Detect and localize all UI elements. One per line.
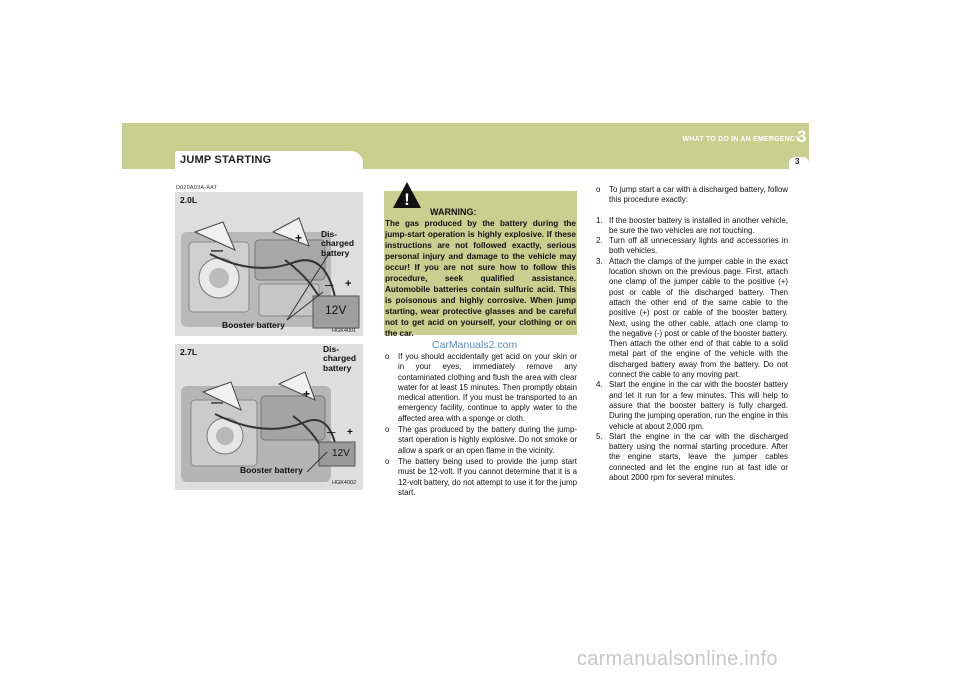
bullet-marker: o (385, 456, 390, 466)
warning-triangle-icon (392, 181, 422, 209)
list-item (596, 236, 788, 257)
booster-battery-label: Booster battery (222, 320, 285, 330)
battery-plus-symbol: + (345, 278, 352, 290)
middle-bullet-list (385, 352, 577, 498)
step-text: Attach the clamps of the jumper cable in the exact location shown on the previous page. First, attach one clamp of the jumper cable to the positive (+) post or cable of the discharged battery. Then attach the other end of the same cable to the positive (+) post or cable of the booster battery. Next, using the other cable, attach one clamp to the negative (-) post or cable of the booster battery. Then attach the other end of that cable to a solid metal part of the engine of the vehicle with the discharged battery away from the battery. Do not connect the cable to any moving part. (609, 256, 788, 380)
battery-minus-symbol: — (327, 427, 336, 437)
battery-voltage-label: 12V (332, 448, 350, 459)
list-item (385, 457, 577, 498)
section-code: D020A03A-AAT (176, 185, 218, 191)
step-text: Start the engine in the car with the booster battery and let it run for a few minutes. This will help to assure that the booster battery is fully charged. During the jumping operation, run the engine in this vehicle at about 2,000 rpm. (609, 380, 788, 431)
list-item (385, 425, 577, 456)
page-number: 3 (795, 157, 800, 166)
bullet-marker: o (596, 185, 601, 194)
step-text: If the booster battery is installed in another vehicle, be sure the two vehicles are not touching. (609, 215, 788, 235)
battery-voltage-label: 12V (325, 303, 347, 317)
clamp-minus-symbol: — (211, 395, 223, 409)
battery-minus-symbol: — (325, 280, 334, 290)
intro-text: To jump start a car with a discharged battery, follow this procedure exactly: (609, 185, 788, 205)
warning-symbol: ! (404, 190, 410, 209)
step-text: Start the engine in the car with the discharged battery using the normal starting procedure. After the engine starts, leave the jumper cables connected and let the engine run at fast idle or about 2000 rpm for several minutes. (609, 431, 788, 483)
discharged-battery-label: Dis- charged battery (323, 344, 357, 373)
engine-size-label: 2.7L (180, 347, 198, 357)
engine-photo-2-7l (175, 344, 363, 490)
list-item (596, 185, 788, 206)
clamp-plus-symbol: + (303, 387, 311, 401)
step-text: Turn off all unnecessary lights and accessories in both vehicles. (609, 236, 788, 256)
list-item (596, 216, 788, 237)
figure-code: HGK4002 (332, 480, 357, 486)
bullet-text: If you should accidentally get acid on your skin or in your eyes, immediately remove any contaminated clothing and flush the area with clear water for at least 15 minutes. Then promptly obtain medical attention. If you must be transported to an emergency facility, continue to apply water to the affected area with a sponge or cloth. (398, 352, 577, 423)
bullet-text: The battery being used to provide the jump start must be 12-volt. If you cannot determine that it is a 12-volt battery, do not attempt to use it for the jump start. (398, 456, 577, 497)
list-item (596, 432, 788, 483)
chapter-number: 3 (797, 127, 807, 146)
bullet-marker: o (385, 425, 390, 435)
engine-size-label: 2.0L (180, 195, 198, 205)
discharged-battery-label: Dis- charged battery (321, 229, 355, 258)
step-number: 3. (596, 256, 603, 266)
bullet-text: The gas produced by the battery during the jump-start operation is highly explosive. Do not smoke or allow a spark or an open flame in the vicinity. (398, 425, 577, 455)
clamp-minus-symbol: — (211, 243, 223, 257)
engine-photo-2-0l (175, 192, 363, 336)
step-number: 5. (596, 431, 603, 441)
booster-battery-label: Booster battery (240, 465, 303, 475)
step-number: 1. (596, 215, 603, 225)
figure-code: HGK4001 (332, 328, 357, 334)
step-number: 4. (596, 380, 603, 390)
warning-text: The gas produced by the battery during the jump-start operation is highly explosive. If these instructions are not followed exactly, serious personal injury and damage to the vehicle may occur! If you are not sure how to follow this procedure, seek qualified assistance. Automobile batteries contain sulfuric acid. This is poisonous and highly corrosive. When jump starting, wear protective glasses and be careful not to get acid on yourself, your clothing or on the car. (385, 219, 576, 338)
step-number: 2. (596, 236, 603, 246)
list-item (596, 380, 788, 431)
warning-heading: WARNING: (430, 207, 477, 217)
watermark-text: CarManuals2.com (432, 339, 518, 351)
battery-plus-symbol: + (347, 427, 353, 438)
footer-watermark: carmanualsonline.info (577, 648, 778, 670)
page-title: JUMP STARTING (180, 154, 272, 166)
list-item (385, 352, 577, 424)
section-label: WHAT TO DO IN AN EMERGENCY (682, 136, 800, 143)
right-procedure-list (596, 185, 788, 483)
clamp-plus-symbol: + (295, 231, 303, 245)
bullet-marker: o (385, 352, 390, 361)
list-item (596, 257, 788, 381)
